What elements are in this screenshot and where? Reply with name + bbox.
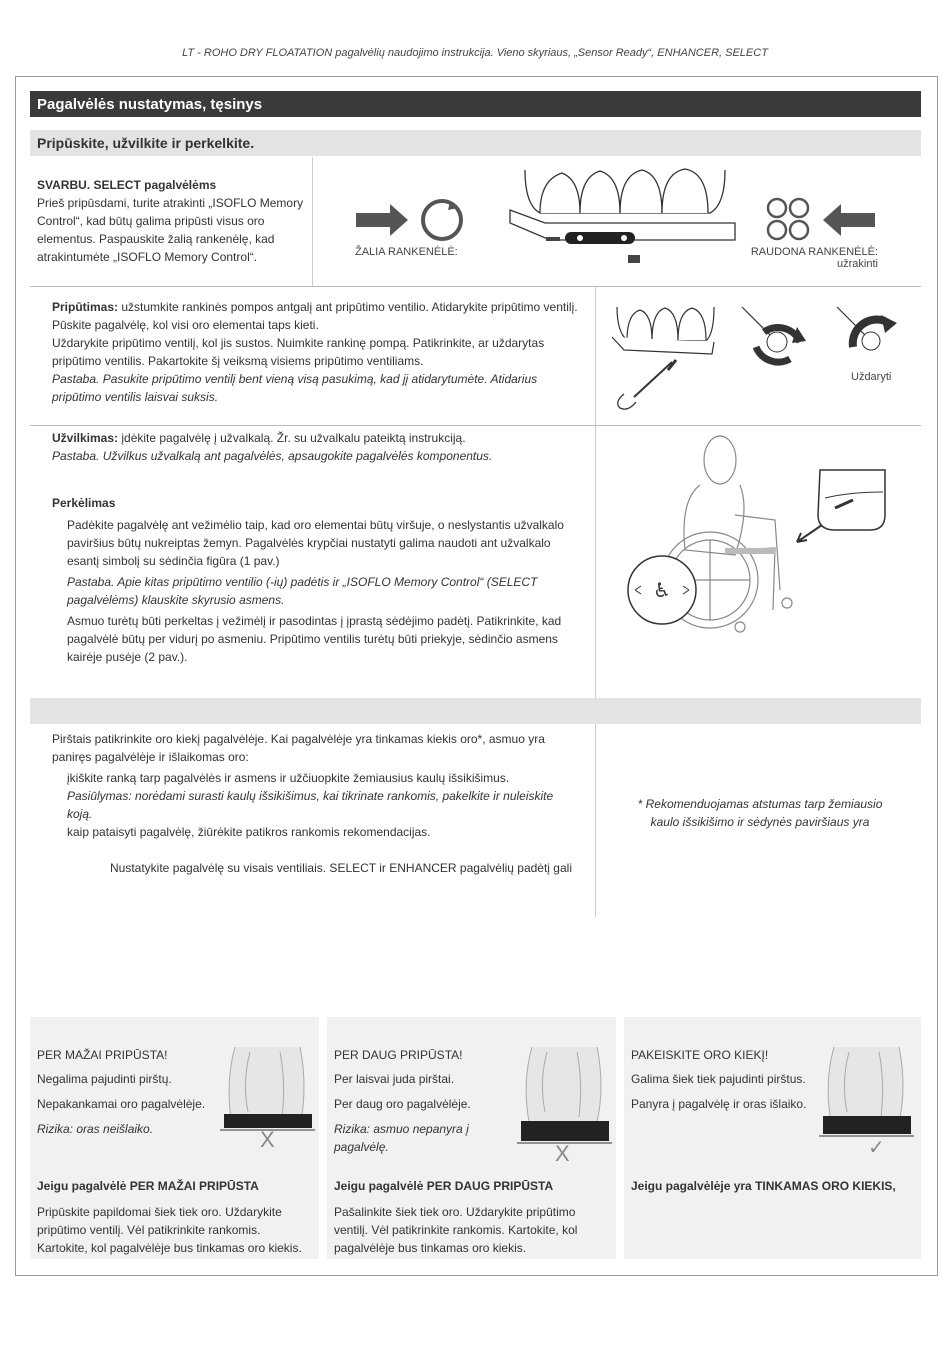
divider [30, 286, 921, 287]
status-icon: X [555, 1141, 570, 1166]
check-tip: Pasiūlymas: norėdami surasti kaulų išsikišimus, kai tikrinate rankomis, pakelkite ir nuleiskite koją. [67, 789, 554, 821]
arrow-right-icon [356, 204, 408, 236]
green-knob-illustration [354, 198, 469, 248]
panel-fix-heading: Jeigu pagalvėlėje yra TINKAMAS ORO KIEKIS, [631, 1179, 896, 1193]
panel-correct: PAKEISKITE ORO KIEKĮ! Galima šiek tiek pajudinti pirštus. Panyra į pagalvėlę ir oras išlaiko. ✓ Jeigu pagalvėlėje yra TINKAMAS ORO KIEKIS, [624, 1017, 921, 1259]
section-bar [30, 698, 921, 724]
panel-fix-body: Pašalinkite šiek tiek oro. Uždarykite pripūtimo ventilį. Vėl patikrinkite rankomis. Kartokite, kol pagalvėlėje bus tinkamas oro kiekis. [334, 1205, 578, 1255]
panel-fix-heading: Jeigu pagalvėlė PER MAŽAI PRIPŪSTA [37, 1179, 259, 1193]
transfer-text-2: Asmuo turėtų būti perkeltas į vežimėlį ir pasodintas į įprastą sėdėjimo padėtį. Patikrinkite, kad pagalvėlė būtų per vidurį po asmeniu. Pripūtimo ventilis turėtų būti priekyje, sėdinčio asmens kairėje pusėje (2 pav.). [67, 614, 562, 664]
cushion-valve-illustration [510, 165, 735, 270]
divider [30, 425, 921, 426]
important-heading: SVARBU. SELECT pagalvėlėms [37, 178, 217, 192]
check-icon: ✓ [868, 1137, 885, 1159]
check-block [52, 730, 572, 766]
wheelchair-illustration [625, 430, 890, 645]
inflation-valve-illustration [612, 302, 912, 412]
cover-note: Pastaba. Užvilkus užvalkalą ant pagalvėlės, apsaugokite pagalvėlės komponentus. [52, 449, 493, 463]
close-label: Uždaryti [851, 371, 892, 383]
panel-fix-body: Pripūskite papildomai šiek tiek oro. Uždarykite pripūtimo ventilį. Vėl patikrinkite rankomis. Kartokite, kol pagalvėlėje bus tinkamas oro kiekis. [37, 1205, 302, 1255]
status-icon: X [260, 1127, 275, 1152]
panel-title: PER MAŽAI PRIPŪSTA! [37, 1048, 168, 1062]
section-title: Pagalvėlės nustatymas, tęsinys [30, 91, 921, 117]
important-block [37, 176, 305, 266]
panel-title: PAKEISKITE ORO KIEKĮ! [631, 1048, 769, 1062]
inflate-close-text: Uždarykite pripūtimo ventilį, kol jis sustos. Nuimkite rankinę pompą. Patikrinkite, ar uždarytas pripūtimo ventilis. Pakartokite šį veiksmą visiems pripūtimo ventiliams. [52, 336, 545, 368]
inflate-text: užstumkite rankinės pompos antgalį ant pripūtimo ventilio. Atidarykite pripūtimo ventilį. Pūskite pagalvėlę, kol visi oro elementai taps kieti. [52, 300, 578, 332]
transfer-text: Padėkite pagalvėlę ant vežimėlio taip, kad oro elementai būtų viršuje, o neslystantis užvalkalo paviršius būtų nukreiptas žemyn. Pagalvėlės krypčiai nustatyti galima naudoti ant užvalkalo esantį simbolį su sėdinčia figūra (1 pav.) [67, 518, 564, 568]
cover-text: įdėkite pagalvėlę į užvalkalą. Žr. su užvalkalu pateiktą instrukciją. [118, 431, 466, 445]
check-intro: Pirštais patikrinkite oro kiekį pagalvėlėje. Kai pagalvėlėje yra tinkamas kiekis oro*, asmuo yra paniręs pagalvėlėje ir išlaikomas oro: [52, 732, 545, 764]
inflate-note: Pastaba. Pasukite pripūtimo ventilį bent vieną visą pasukimą, kad jį atidarytumėte. Atidarius pripūtimo ventilis laisvai suksis. [52, 372, 538, 404]
transfer-note: Pastaba. Apie kitas pripūtimo ventilio (-ių) padėtis ir „ISOFLO Memory Control“ (SELECT pagalvėlėms) klauskite skyrusio asmens. [67, 575, 538, 607]
important-body: Prieš pripūsdami, turite atrakinti „ISOFLO Memory Control“, kad būtų galima pripūsti visus oro elementus. Paspauskite žalią rankenėlę, kad atrakintumėte „ISOFLO Memory Control“. [37, 196, 304, 264]
panel-fix-heading: Jeigu pagalvėlė PER DAUG PRIPŪSTA [334, 1179, 554, 1193]
section-subtitle: Pripūskite, užvilkite ir perkelkite. [30, 130, 921, 156]
panel-title: PER DAUG PRIPŪSTA! [334, 1048, 463, 1062]
inflate-block [52, 298, 582, 406]
panel-overinflated: PER DAUG PRIPŪSTA! Per laisvai juda pirštai. Per daug oro pagalvėlėje. Rizika: asmuo nepanyra į pagalvėlę. X Jeigu pagalvėlė PER DAUG PRIPŪSTA Pašalinkite šiek tiek oro. Uždarykite pripūtimo ventilį. Vėl patikrinkite rankomis. Kartokite, kol pagalvėlėje bus tinkamas oro kiekis. [327, 1017, 616, 1259]
running-header: LT - ROHO DRY FLOATATION pagalvėlių naudojimo instrukcija. Vieno skyriaus, „Sensor Ready“, ENHANCER, SELECT [182, 47, 768, 59]
divider [312, 157, 313, 287]
red-knob-label: RAUDONA RANKENĖLĖ: užrakinti [748, 246, 878, 270]
transfer-block [67, 516, 579, 666]
check-steps [67, 769, 572, 841]
inflate-lead: Pripūtimas: [52, 300, 119, 314]
svg-text:♿: ♿ [653, 578, 671, 602]
divider [595, 287, 596, 917]
check-step-2: kaip pataisyti pagalvėlę, žiūrėkite patikros rankomis rekomendacijas. [67, 825, 431, 839]
arrow-left-icon [823, 204, 875, 236]
red-knob-illustration [765, 196, 880, 246]
check-step-1: įkiškite ranką tarp pagalvėlės ir asmens ir užčiuopkite žemiausius kaulų išsikišimus. [67, 771, 510, 785]
hand-check-figure [517, 1042, 617, 1152]
footnote: * Rekomenduojamas atstumas tarp žemiausio kaulo išsikišimo ir sėdynės paviršiaus yra [637, 797, 883, 829]
transfer-heading: Perkėlimas [52, 496, 116, 510]
check-position-text: Nustatykite pagalvėlę su visais ventiliais. SELECT ir ENHANCER pagalvėlių padėtį gali [110, 861, 572, 875]
panel-underinflated: PER MAŽAI PRIPŪSTA! Negalima pajudinti pirštų. Nepakankamai oro pagalvėlėje. Rizika: oras neišlaiko. X Jeigu pagalvėlė PER MAŽAI PRIPŪSTA Pripūskite papildomai šiek tiek oro. Uždarykite pripūtimo ventilį. Vėl patikrinkite rankomis. Kartokite, kol pagalvėlėje bus tinkamas oro kiekis. [30, 1017, 319, 1259]
cover-block [52, 429, 582, 465]
green-knob-label: ŽALIA RANKENĖLĖ: [355, 246, 458, 258]
cover-lead: Užvilkimas: [52, 431, 119, 445]
knob-closed-icon [768, 199, 786, 217]
red-knob-sublabel: užrakinti [837, 258, 878, 270]
